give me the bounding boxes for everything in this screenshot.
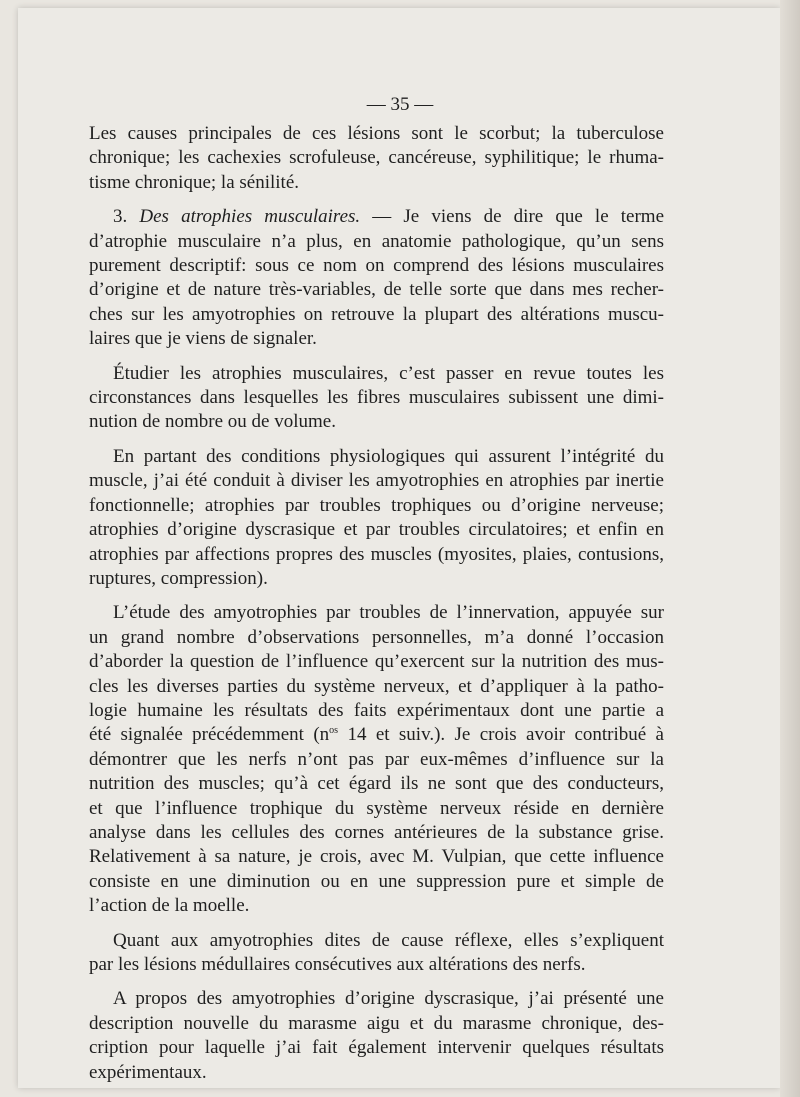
text-line: A propos des amyotrophies d’origine dyscrasique, j’ai présenté une bbox=[113, 988, 664, 1010]
text-line: tisme chronique; la sénilité. bbox=[89, 171, 300, 193]
paragraph bbox=[89, 122, 664, 195]
text-line: ches sur les amyotrophies on retrouve la plupart des altérations muscu- bbox=[89, 303, 664, 325]
paragraph bbox=[89, 929, 664, 978]
text-line: cription pour laquelle j’ai fait également intervenir quelques résultats bbox=[89, 1037, 664, 1059]
text-line: Étudier les atrophies musculaires, c’est passer en revue toutes les bbox=[113, 362, 664, 384]
paragraph bbox=[89, 362, 664, 435]
section-heading: Des atrophies musculaires. bbox=[139, 206, 361, 228]
text-line: démontrer que les nerfs n’ont pas par eux-mêmes d’influence sur la bbox=[89, 748, 664, 770]
superscript: os bbox=[329, 725, 339, 737]
text-line: purement descriptif: sous ce nom on comprend des lésions musculaires bbox=[89, 255, 664, 277]
text-line: et que l’influence trophique du système nerveux réside en dernière bbox=[89, 797, 664, 819]
text-line: Les causes principales de ces lésions sont le scorbut; la tuberculose bbox=[89, 123, 664, 144]
paragraph bbox=[89, 205, 664, 351]
text-line: fonctionnelle; atrophies par troubles trophiques ou d’origine nerveuse; bbox=[89, 494, 664, 516]
text-line: muscle, j’ai été conduit à diviser les amyotrophies en atrophies par inertie bbox=[89, 470, 664, 492]
text-line: d’origine et de nature très-variables, de telle sorte que dans mes recher- bbox=[89, 279, 664, 301]
text-line: nutrition des muscles; qu’à cet égard ils ne sont que des conducteurs, bbox=[89, 773, 664, 795]
text-line: consiste en une diminution ou en une suppression pure et simple de bbox=[89, 870, 664, 892]
text-line: analyse dans les cellules des cornes antérieures de la substance grise. bbox=[89, 821, 664, 843]
text-line: L’étude des amyotrophies par troubles de l’innervation, appuyée sur bbox=[113, 602, 664, 624]
text-line: laires que je viens de signaler. bbox=[89, 328, 317, 350]
text-line: ruptures, compression). bbox=[89, 567, 268, 589]
text-line: logie humaine les résultats des faits expérimentaux dont une partie a bbox=[89, 699, 664, 721]
text-line: d’aborder la question de l’influence qu’exercent sur la nutrition des mus- bbox=[89, 651, 664, 673]
body-text bbox=[89, 122, 664, 1095]
paragraph bbox=[89, 987, 664, 1085]
text-line: d’atrophie musculaire n’a plus, en anatomie pathologique, qu’un sens bbox=[89, 230, 664, 252]
page-number: — 35 — bbox=[366, 94, 434, 115]
text-line: un grand nombre d’observations personnelles, m’a donné l’occasion bbox=[89, 626, 664, 648]
text-line: 3. Des atrophies musculaires. — Je viens de dire que le terme bbox=[113, 206, 665, 228]
text-line: description nouvelle du marasme aigu et du marasme chronique, des- bbox=[89, 1012, 664, 1034]
text-line: atrophies par affections propres des muscles (myosites, plaies, contusions, bbox=[89, 543, 664, 565]
text-line: Relativement à sa nature, je crois, avec M. Vulpian, que cette influence bbox=[89, 846, 664, 868]
text-line: l’action de la moelle. bbox=[89, 895, 250, 917]
paragraph bbox=[89, 445, 664, 591]
text-line: chronique; les cachexies scrofuleuse, cancéreuse, syphilitique; le rhuma- bbox=[89, 147, 664, 169]
page-edge-shadow bbox=[780, 0, 800, 1097]
paragraph bbox=[89, 601, 664, 918]
text-line: En partant des conditions physiologiques qui assurent l’intégrité du bbox=[113, 445, 664, 467]
text-line: cles les diverses parties du système nerveux, et d’appliquer à la patho- bbox=[89, 675, 664, 697]
text-line: nution de nombre ou de volume. bbox=[89, 411, 336, 433]
text-line: Quant aux amyotrophies dites de cause réflexe, elles s’expliquent bbox=[113, 929, 664, 951]
text-line: expérimentaux. bbox=[89, 1061, 207, 1083]
text-line: atrophies d’origine dyscrasique et par troubles circulatoires; et enfin en bbox=[89, 519, 664, 541]
text-line: par les lésions médullaires consécutives aux altérations des nerfs. bbox=[89, 954, 586, 975]
text-line: été signalée précédemment ($n^{os}$ 14 et suiv.). Je crois avoir contribué à bbox=[89, 724, 664, 746]
text-line: circonstances dans lesquelles les fibres musculaires subissent une dimi- bbox=[89, 387, 664, 409]
